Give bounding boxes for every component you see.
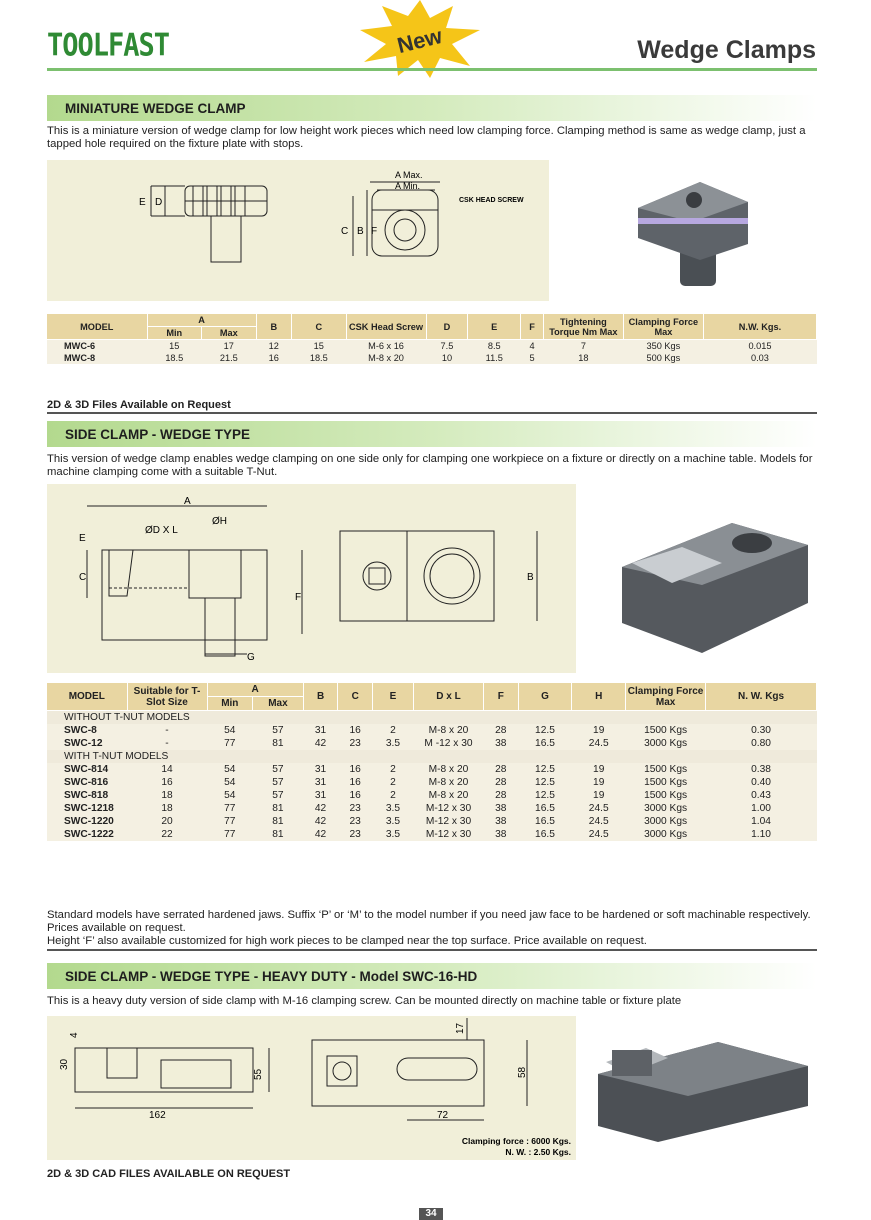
dim-g: G bbox=[247, 652, 255, 663]
nw-label: N. W. : 2.50 Kgs. bbox=[505, 1147, 571, 1157]
files-note: 2D & 3D Files Available on Request bbox=[47, 399, 231, 411]
dim-a-min: A Min. bbox=[395, 181, 421, 191]
value-cell: 0.43 bbox=[706, 789, 817, 802]
value-cell: 12.5 bbox=[518, 789, 572, 802]
dim-f: F bbox=[371, 226, 378, 237]
value-cell: 7.5 bbox=[426, 340, 468, 353]
dim-55: 55 bbox=[253, 1068, 264, 1080]
table-row bbox=[47, 776, 817, 789]
dim-e: E bbox=[139, 197, 146, 208]
dim-b: B bbox=[357, 226, 364, 237]
section-heading-side-clamp: SIDE CLAMP - WEDGE TYPE bbox=[47, 421, 817, 447]
side-clamp-table-body bbox=[47, 711, 817, 842]
value-cell: 18 bbox=[127, 802, 207, 815]
value-cell: 0.03 bbox=[703, 352, 816, 364]
side-clamp-spec-table bbox=[47, 683, 817, 841]
value-cell: 19 bbox=[572, 776, 626, 789]
th-force: Clamping Force Max bbox=[623, 314, 703, 340]
dim-a: A bbox=[184, 496, 191, 507]
th-c: C bbox=[292, 314, 347, 340]
th-d: D bbox=[426, 314, 468, 340]
value-cell: 23 bbox=[338, 828, 373, 841]
value-cell: 31 bbox=[303, 776, 338, 789]
value-cell: 38 bbox=[483, 815, 518, 828]
value-cell: 54 bbox=[207, 724, 253, 737]
value-cell: 16.5 bbox=[518, 815, 572, 828]
miniature-table-body bbox=[47, 340, 817, 365]
value-cell: 16 bbox=[256, 352, 291, 364]
force-label: Clamping force : 6000 Kgs. bbox=[461, 1136, 571, 1146]
value-cell: 16.5 bbox=[518, 737, 572, 750]
side-clamp-photo bbox=[622, 515, 812, 665]
value-cell: 4 bbox=[521, 340, 544, 353]
th-nw: N. W. Kgs bbox=[706, 683, 817, 711]
value-cell: 54 bbox=[207, 789, 253, 802]
value-cell: 38 bbox=[483, 802, 518, 815]
value-cell: 3.5 bbox=[372, 828, 413, 841]
value-cell: 57 bbox=[253, 724, 304, 737]
csk-label: CSK HEAD SCREW bbox=[459, 197, 524, 204]
page-number: 34 bbox=[419, 1208, 443, 1220]
value-cell: M-8 x 20 bbox=[413, 789, 483, 802]
value-cell: 16 bbox=[338, 789, 373, 802]
value-cell: 31 bbox=[303, 789, 338, 802]
group-row bbox=[47, 750, 817, 763]
th-e: E bbox=[468, 314, 521, 340]
value-cell: 2 bbox=[372, 724, 413, 737]
value-cell: 42 bbox=[303, 737, 338, 750]
th-slot: Suitable for T-Slot Size bbox=[127, 683, 207, 711]
th-force: Clamping Force Max bbox=[626, 683, 706, 711]
th-nw: N.W. Kgs. bbox=[703, 314, 816, 340]
value-cell: 0.80 bbox=[706, 737, 817, 750]
value-cell: 1.10 bbox=[706, 828, 817, 841]
value-cell: M-12 x 30 bbox=[413, 828, 483, 841]
miniature-drawings bbox=[47, 160, 549, 301]
value-cell: 22 bbox=[127, 828, 207, 841]
value-cell: 500 Kgs bbox=[623, 352, 703, 364]
table-row bbox=[47, 737, 817, 750]
value-cell: 16 bbox=[127, 776, 207, 789]
note-height: Height ‘F’ also available customized for high work pieces to be clamped near the top surface. Price available on request. bbox=[47, 935, 647, 947]
value-cell: 12.5 bbox=[518, 724, 572, 737]
value-cell: 77 bbox=[207, 737, 253, 750]
table-row bbox=[47, 724, 817, 737]
value-cell: M-12 x 30 bbox=[413, 802, 483, 815]
value-cell: 1.04 bbox=[706, 815, 817, 828]
page-title: Wedge Clamps bbox=[637, 36, 816, 64]
section-description: This is a miniature version of wedge clamp for low height work pieces which need low clamping force. Clamping method is same as wedge clamp, just a tapped hole required on the fixture plate with stops. bbox=[47, 125, 806, 150]
model-cell: SWC-814 bbox=[47, 763, 127, 776]
table-row bbox=[47, 802, 817, 815]
brand-logo: TOOLFAST bbox=[47, 28, 170, 64]
value-cell: 28 bbox=[483, 776, 518, 789]
new-label: New bbox=[394, 22, 445, 59]
table-row bbox=[47, 763, 817, 776]
value-cell: - bbox=[127, 724, 207, 737]
th-h: H bbox=[572, 683, 626, 711]
value-cell: 16 bbox=[338, 776, 373, 789]
value-cell: M -12 x 30 bbox=[413, 737, 483, 750]
side-clamp-drawings bbox=[47, 484, 576, 673]
value-cell: 15 bbox=[292, 340, 347, 353]
value-cell: 2 bbox=[372, 763, 413, 776]
value-cell: 12.5 bbox=[518, 763, 572, 776]
dim-4: 4 bbox=[69, 1032, 80, 1038]
model-cell: SWC-818 bbox=[47, 789, 127, 802]
value-cell: 31 bbox=[303, 763, 338, 776]
value-cell: 19 bbox=[572, 763, 626, 776]
dim-c: C bbox=[341, 226, 349, 237]
th-e: E bbox=[372, 683, 413, 711]
value-cell: 12 bbox=[256, 340, 291, 353]
value-cell: 42 bbox=[303, 802, 338, 815]
note-jaws: Standard models have serrated hardened jaws. Suffix ‘P’ or ‘M’ to the model number if you need jaw face to be hardened or soft machinable respectively. Prices available on request. bbox=[47, 909, 811, 934]
value-cell: 16.5 bbox=[518, 802, 572, 815]
value-cell: 28 bbox=[483, 789, 518, 802]
value-cell: 21.5 bbox=[202, 352, 257, 364]
value-cell: 24.5 bbox=[572, 737, 626, 750]
model-cell: SWC-1220 bbox=[47, 815, 127, 828]
value-cell: 1500 Kgs bbox=[626, 776, 706, 789]
value-cell: 19 bbox=[572, 789, 626, 802]
value-cell: 23 bbox=[338, 802, 373, 815]
value-cell: 23 bbox=[338, 737, 373, 750]
value-cell: 12.5 bbox=[518, 776, 572, 789]
drawing-panel bbox=[47, 160, 549, 301]
value-cell: 0.30 bbox=[706, 724, 817, 737]
value-cell: 81 bbox=[253, 828, 304, 841]
value-cell: 54 bbox=[207, 776, 253, 789]
th-a: A bbox=[207, 683, 303, 697]
th-f: F bbox=[521, 314, 544, 340]
value-cell: 10 bbox=[426, 352, 468, 364]
th-a-min: Min bbox=[207, 697, 253, 711]
model-cell: MWC-6 bbox=[47, 340, 147, 353]
value-cell: 24.5 bbox=[572, 828, 626, 841]
th-model: MODEL bbox=[47, 314, 147, 340]
dim-72: 72 bbox=[437, 1110, 449, 1121]
dim-162: 162 bbox=[149, 1110, 166, 1121]
drawing-panel bbox=[47, 1016, 576, 1160]
section-heading-miniature: MINIATURE WEDGE CLAMP bbox=[47, 95, 817, 121]
value-cell: 16.5 bbox=[518, 828, 572, 841]
value-cell: 0.40 bbox=[706, 776, 817, 789]
table-row bbox=[47, 352, 817, 364]
value-cell: 3000 Kgs bbox=[626, 802, 706, 815]
dim-e: E bbox=[79, 533, 86, 544]
value-cell: 11.5 bbox=[468, 352, 521, 364]
value-cell: 15 bbox=[147, 340, 202, 353]
group-label: WITH T-NUT MODELS bbox=[47, 750, 817, 763]
value-cell: 77 bbox=[207, 828, 253, 841]
th-a-min: Min bbox=[147, 327, 202, 340]
value-cell: 81 bbox=[253, 815, 304, 828]
drawing-panel bbox=[47, 484, 576, 673]
th-dxl: D x L bbox=[413, 683, 483, 711]
th-b: B bbox=[303, 683, 338, 711]
value-cell: 19 bbox=[572, 724, 626, 737]
th-csk: CSK Head Screw bbox=[346, 314, 426, 340]
value-cell: 23 bbox=[338, 815, 373, 828]
dim-d: D bbox=[155, 197, 163, 208]
table-row bbox=[47, 828, 817, 841]
dim-58: 58 bbox=[517, 1066, 528, 1078]
value-cell: 57 bbox=[253, 789, 304, 802]
section-description: This is a heavy duty version of side clamp with M-16 clamping screw. Can be mounted directly on machine table or fixture plate bbox=[47, 995, 682, 1007]
dim-c: C bbox=[79, 572, 87, 583]
value-cell: 24.5 bbox=[572, 802, 626, 815]
value-cell: 8.5 bbox=[468, 340, 521, 353]
value-cell: 1.00 bbox=[706, 802, 817, 815]
value-cell: 2 bbox=[372, 789, 413, 802]
table-row bbox=[47, 340, 817, 353]
value-cell: 3000 Kgs bbox=[626, 815, 706, 828]
dim-a-max: A Max. bbox=[395, 170, 423, 180]
value-cell: 20 bbox=[127, 815, 207, 828]
value-cell: 77 bbox=[207, 802, 253, 815]
value-cell: 350 Kgs bbox=[623, 340, 703, 353]
value-cell: 42 bbox=[303, 815, 338, 828]
value-cell: 18 bbox=[543, 352, 623, 364]
model-cell: MWC-8 bbox=[47, 352, 147, 364]
th-a: A bbox=[147, 314, 256, 327]
th-model: MODEL bbox=[47, 683, 127, 711]
th-f: F bbox=[483, 683, 518, 711]
value-cell: 16 bbox=[338, 724, 373, 737]
value-cell: 0.38 bbox=[706, 763, 817, 776]
miniature-spec-table bbox=[47, 314, 817, 364]
value-cell: 18.5 bbox=[292, 352, 347, 364]
table-row bbox=[47, 815, 817, 828]
value-cell: 7 bbox=[543, 340, 623, 353]
value-cell: M-8 x 20 bbox=[413, 776, 483, 789]
section-heading-heavy-duty: SIDE CLAMP - WEDGE TYPE - HEAVY DUTY - Model SWC-16-HD bbox=[47, 963, 817, 989]
value-cell: 18.5 bbox=[147, 352, 202, 364]
divider bbox=[47, 412, 817, 414]
value-cell: 57 bbox=[253, 763, 304, 776]
value-cell: 28 bbox=[483, 763, 518, 776]
group-row bbox=[47, 711, 817, 725]
value-cell: M-8 x 20 bbox=[413, 724, 483, 737]
th-a-max: Max bbox=[202, 327, 257, 340]
value-cell: 3000 Kgs bbox=[626, 737, 706, 750]
value-cell: 81 bbox=[253, 802, 304, 815]
value-cell: 1500 Kgs bbox=[626, 789, 706, 802]
th-g: G bbox=[518, 683, 572, 711]
value-cell: 1500 Kgs bbox=[626, 763, 706, 776]
miniature-clamp-photo bbox=[632, 172, 754, 292]
value-cell: - bbox=[127, 737, 207, 750]
value-cell: 3.5 bbox=[372, 737, 413, 750]
value-cell: 42 bbox=[303, 828, 338, 841]
th-b: B bbox=[256, 314, 291, 340]
value-cell: 0.015 bbox=[703, 340, 816, 353]
cad-files-note: 2D & 3D CAD FILES AVAILABLE ON REQUEST bbox=[47, 1168, 291, 1180]
value-cell: 24.5 bbox=[572, 815, 626, 828]
value-cell: M-8 x 20 bbox=[413, 763, 483, 776]
heavy-duty-drawings bbox=[47, 1016, 576, 1160]
value-cell: 3000 Kgs bbox=[626, 828, 706, 841]
header-rule bbox=[47, 68, 817, 71]
value-cell: 81 bbox=[253, 737, 304, 750]
value-cell: M-8 x 20 bbox=[346, 352, 426, 364]
model-cell: SWC-12 bbox=[47, 737, 127, 750]
value-cell: M-6 x 16 bbox=[346, 340, 426, 353]
value-cell: 5 bbox=[521, 352, 544, 364]
dim-dxl: ØD X L bbox=[145, 525, 178, 536]
value-cell: 38 bbox=[483, 737, 518, 750]
dim-h: ØH bbox=[212, 516, 227, 527]
model-cell: SWC-816 bbox=[47, 776, 127, 789]
value-cell: 18 bbox=[127, 789, 207, 802]
dim-30: 30 bbox=[59, 1058, 70, 1070]
th-c: C bbox=[338, 683, 373, 711]
divider bbox=[47, 949, 817, 951]
th-a-max: Max bbox=[253, 697, 304, 711]
model-cell: SWC-1222 bbox=[47, 828, 127, 841]
dim-b: B bbox=[527, 572, 534, 583]
value-cell: 3.5 bbox=[372, 815, 413, 828]
new-star-badge bbox=[358, 0, 482, 78]
model-cell: SWC-1218 bbox=[47, 802, 127, 815]
section-description: This version of wedge clamp enables wedge clamping on one side only for clamping one workpiece on a fixture or directly on a machine table. Models for machine clamping come with a suitable T-Nut. bbox=[47, 453, 813, 478]
th-torque: Tightening Torque Nm Max bbox=[543, 314, 623, 340]
value-cell: 1500 Kgs bbox=[626, 724, 706, 737]
value-cell: 57 bbox=[253, 776, 304, 789]
value-cell: 16 bbox=[338, 763, 373, 776]
value-cell: 2 bbox=[372, 776, 413, 789]
value-cell: 17 bbox=[202, 340, 257, 353]
table-row bbox=[47, 789, 817, 802]
group-label: WITHOUT T-NUT MODELS bbox=[47, 711, 817, 725]
heavy-duty-photo bbox=[598, 1022, 812, 1146]
dim-17: 17 bbox=[455, 1022, 466, 1034]
value-cell: 54 bbox=[207, 763, 253, 776]
value-cell: 28 bbox=[483, 724, 518, 737]
value-cell: M-12 x 30 bbox=[413, 815, 483, 828]
value-cell: 31 bbox=[303, 724, 338, 737]
model-cell: SWC-8 bbox=[47, 724, 127, 737]
value-cell: 3.5 bbox=[372, 802, 413, 815]
dim-f: F bbox=[295, 592, 302, 603]
value-cell: 38 bbox=[483, 828, 518, 841]
value-cell: 14 bbox=[127, 763, 207, 776]
value-cell: 77 bbox=[207, 815, 253, 828]
